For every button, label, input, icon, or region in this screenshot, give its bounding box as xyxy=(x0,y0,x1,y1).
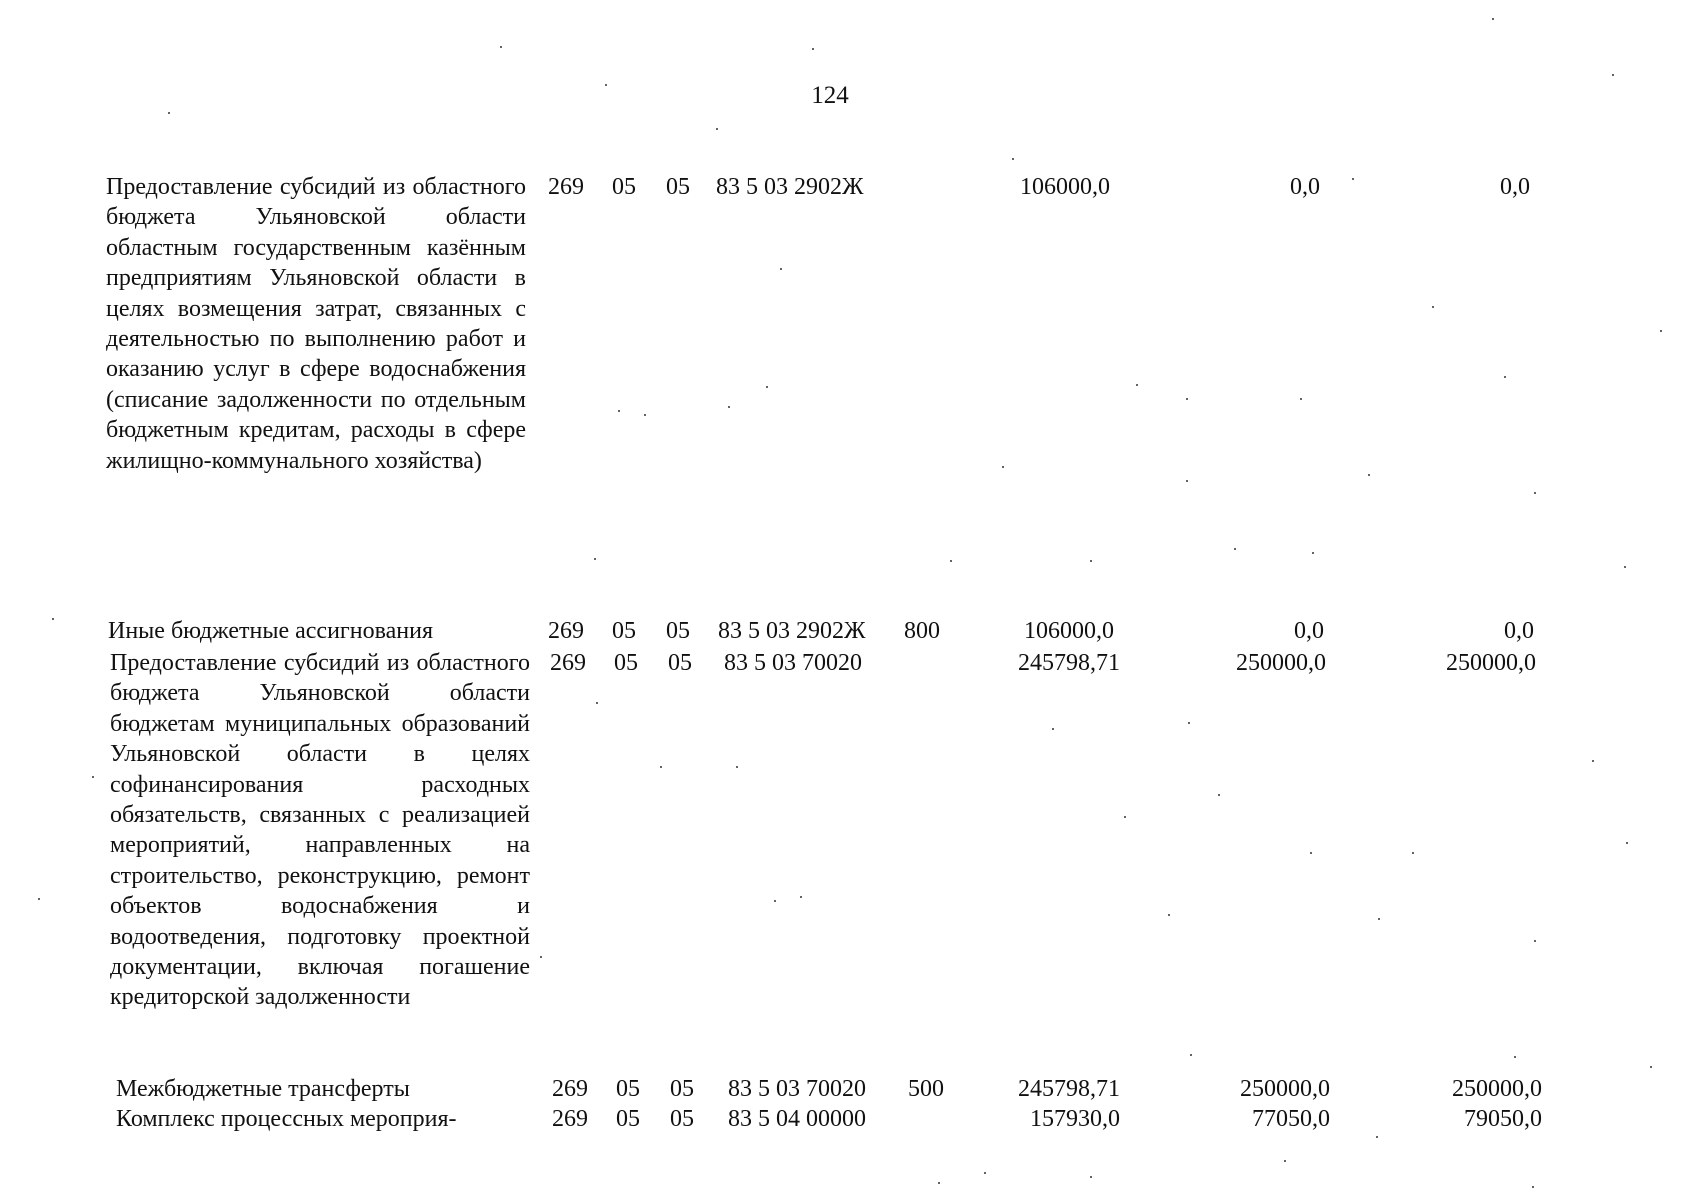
sum-year-1: 157930,0 xyxy=(1030,1106,1120,1132)
section-code: 05 xyxy=(614,650,638,676)
section-code: 05 xyxy=(612,618,636,644)
ministry-code: 269 xyxy=(548,618,584,644)
subsection-code: 05 xyxy=(670,1076,694,1102)
target-article-code: 83 5 03 70020 xyxy=(724,650,862,676)
section-code: 05 xyxy=(612,174,636,200)
sum-year-2: 250000,0 xyxy=(1240,1076,1330,1102)
sum-year-2: 250000,0 xyxy=(1236,650,1326,676)
sum-year-1: 245798,71 xyxy=(1018,650,1120,676)
subsection-code: 05 xyxy=(666,174,690,200)
sum-year-3: 0,0 xyxy=(1504,618,1534,644)
sum-year-2: 77050,0 xyxy=(1252,1106,1330,1132)
sum-year-1: 245798,71 xyxy=(1018,1076,1120,1102)
subsection-code: 05 xyxy=(668,650,692,676)
section-code: 05 xyxy=(616,1076,640,1102)
ministry-code: 269 xyxy=(550,650,586,676)
ministry-code: 269 xyxy=(548,174,584,200)
sum-year-3: 79050,0 xyxy=(1464,1106,1542,1132)
target-article-code: 83 5 03 70020 xyxy=(728,1076,866,1102)
row-description: Межбюджетные трансферты xyxy=(116,1076,410,1102)
subsection-code: 05 xyxy=(670,1106,694,1132)
row-description: Иные бюджетные ассигнования xyxy=(108,618,433,644)
sum-year-2: 0,0 xyxy=(1290,174,1320,200)
row-description: Предоставление субсидий из областного бюджета Ульяновской области областным государственным казённым предприятиям Ульяновской области в целях возмещения затрат, связанных с деятельностью по выполнению работ и оказанию услуг в сфере водоснабжения (списание задолженности по отдельным бюджетным кредитам, расходы в сфере жилищно-коммунального хозяйства) xyxy=(106,174,526,474)
target-article-code: 83 5 04 00000 xyxy=(728,1106,866,1132)
sum-year-3: 250000,0 xyxy=(1446,650,1536,676)
ministry-code: 269 xyxy=(552,1076,588,1102)
sum-year-3: 250000,0 xyxy=(1452,1076,1542,1102)
subsection-code: 05 xyxy=(666,618,690,644)
ministry-code: 269 xyxy=(552,1106,588,1132)
sum-year-1: 106000,0 xyxy=(1024,618,1114,644)
page-number: 124 xyxy=(811,82,849,109)
sum-year-2: 0,0 xyxy=(1294,618,1324,644)
row-description: Комплекс процессных мероприя- xyxy=(116,1106,457,1132)
target-article-code: 83 5 03 2902Ж xyxy=(718,618,866,644)
section-code: 05 xyxy=(616,1106,640,1132)
sum-year-3: 0,0 xyxy=(1500,174,1530,200)
expense-type-code: 800 xyxy=(904,618,940,644)
row-description: Предоставление субсидий из областного бюджета Ульяновской области бюджетам муниципальных образований Ульяновской области в целях софинансирования расходных обязательств, связанных с реализацией мероприятий, направленных на строительство, реконструкцию, ремонт объектов водоснабжения и водоотведения, подготовку проектной документации, включая погашение кредиторской задолженности xyxy=(110,650,530,1011)
expense-type-code: 500 xyxy=(908,1076,944,1102)
sum-year-1: 106000,0 xyxy=(1020,174,1110,200)
target-article-code: 83 5 03 2902Ж xyxy=(716,174,864,200)
